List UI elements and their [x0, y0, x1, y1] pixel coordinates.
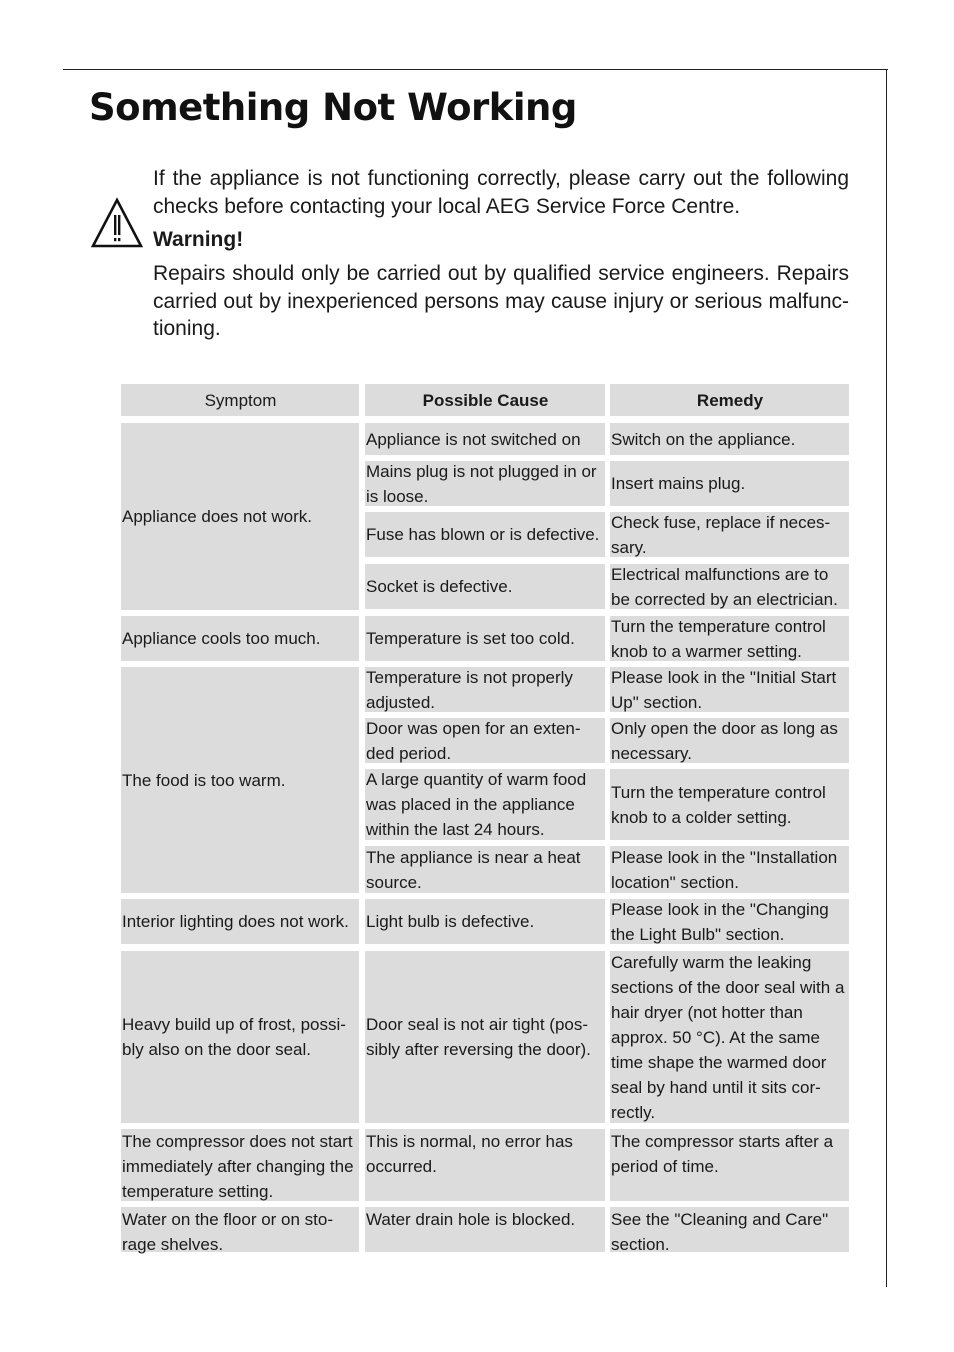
warning-triangle-icon [90, 196, 144, 250]
symptom-cell: Appliance does not work. [121, 423, 359, 610]
intro-text: If the appliance is not functioning correctly, please carry out the following checks before contacting your local AEG Service Force Centre. [153, 167, 849, 218]
cause-cell: Door seal is not air tight (pos-sibly after reversing the door). [365, 951, 605, 1123]
cause-cell: Light bulb is defective. [365, 899, 605, 944]
remedy-cell: Please look in the "Installation location" section. [610, 846, 849, 893]
remedy-cell: Please look in the "Changing the Light Bulb" section. [610, 899, 849, 944]
cause-cell: A large quantity of warm food was placed in the appliance within the last 24 hours. [365, 769, 605, 840]
cause-cell: This is normal, no error has occurred. [365, 1129, 605, 1201]
cause-cell: Temperature is not properly adjusted. [365, 667, 605, 712]
warning-label: Warning! [153, 228, 244, 251]
header-possible-cause: Possible Cause [365, 384, 605, 416]
remedy-cell: Switch on the appliance. [610, 423, 849, 455]
symptom-cell: Appliance cools too much. [121, 616, 359, 661]
remedy-cell: Turn the temperature control knob to a colder setting. [610, 769, 849, 840]
symptom-cell: The compressor does not start immediately after changing the temperature setting. [121, 1129, 359, 1201]
remedy-cell: See the "Cleaning and Care" section. [610, 1207, 849, 1252]
remedy-cell: Please look in the "Initial Start Up" section. [610, 667, 849, 712]
warning-text: Repairs should only be carried out by qualified service engineers. Repairs carried out by inexperienced persons may cause injury or serious malfunc-tioning. [153, 262, 849, 340]
cause-cell: Appliance is not switched on [365, 423, 605, 455]
symptom-cell: Heavy build up of frost, possi-bly also on the door seal. [121, 951, 359, 1123]
page-title: Something Not Working [89, 86, 577, 129]
cause-cell: Fuse has blown or is defective. [365, 512, 605, 557]
remedy-cell: Insert mains plug. [610, 461, 849, 506]
top-rule [63, 69, 888, 70]
cause-cell: Socket is defective. [365, 564, 605, 609]
symptom-cell: Water on the floor or on sto-rage shelves. [121, 1207, 359, 1252]
header-symptom: Symptom [121, 384, 359, 416]
cause-cell: Temperature is set too cold. [365, 616, 605, 661]
cause-cell: Water drain hole is blocked. [365, 1207, 605, 1252]
symptom-cell: The food is too warm. [121, 667, 359, 893]
remedy-cell: Turn the temperature control knob to a warmer setting. [610, 616, 849, 661]
remedy-cell: The compressor starts after a period of time. [610, 1129, 849, 1201]
header-remedy: Remedy [610, 384, 849, 416]
cause-cell: Door was open for an exten-ded period. [365, 718, 605, 763]
right-rule [886, 69, 887, 1287]
symptom-cell: Interior lighting does not work. [121, 899, 359, 944]
cause-cell: Mains plug is not plugged in or is loose. [365, 461, 605, 506]
cause-cell: The appliance is near a heat source. [365, 846, 605, 893]
remedy-cell: Electrical malfunctions are to be corrected by an electrician. [610, 564, 849, 609]
remedy-cell: Only open the door as long as necessary. [610, 718, 849, 763]
remedy-cell: Carefully warm the leaking sections of the door seal with a hair dryer (not hotter than approx. 50 °C). At the same time shape the warmed door seal by hand until it sits cor-rectly. [610, 951, 849, 1123]
remedy-cell: Check fuse, replace if neces-sary. [610, 512, 849, 557]
